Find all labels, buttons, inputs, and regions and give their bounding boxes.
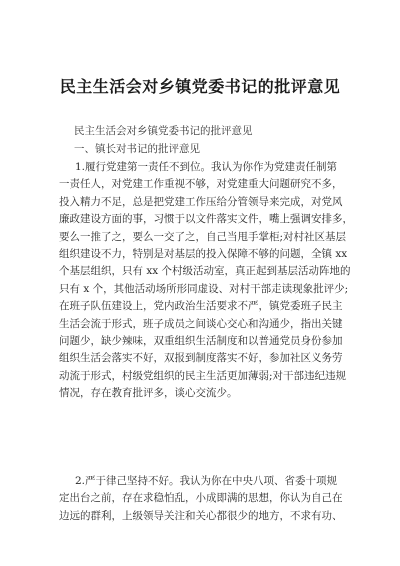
paragraph-line: 定出台之前，存在求稳怕乱，小成即满的思想，你认为自己在 [59,492,343,505]
document-subtitle: 民主生活会对乡镇党委书记的批评意见 [74,125,253,137]
paragraph-line: 2.严于律己坚持不好。我认为你在中央八项、省委十项规 [75,475,338,487]
paragraph-line: 问题少，缺少辣味，双重组织生活制度和以普通党员身份参加 [59,335,343,348]
paragraph-line: 动流于形式，村级党组织的民主生活更加薄弱;对干部违纪违规 [59,369,347,382]
section-heading: 一、镇长对书记的批评意见 [74,143,200,155]
paragraph-line: 个基层组织，只有 xx 个村级活动室，真正起到基层活动阵地的 [59,265,351,278]
paragraph-line: 组织建设不力，特别是对基层的投入保障不够的问题，全镇 xx [59,248,348,261]
paragraph-line: 边远的群利，上级领导关注和关心都很少的地方，不求有功、 [59,509,343,522]
paragraph-line: 组织生活会落实不好，双报到制度落实不好，参加社区义务劳 [59,352,343,365]
paragraph-2 [59,473,359,525]
paragraph-1 [59,159,359,403]
paragraph-line: 情况，存在教育批评多，谈心交流少。 [59,387,238,400]
paragraph-line: 投入精力不足，总是把党建工作压给分管领导来完成，对党风 [59,195,343,208]
paragraph-line: 生活会流于形式，班子成员之间谈心交心和沟通少，指出关键 [59,317,343,330]
paragraph-line: 1.履行党建第一责任不到位。我认为你作为党建责任制第 [75,161,338,173]
paragraph-line: 廉政建设方面的事，习惯于以文件落实文件，嘴上强调安排多， [59,213,353,226]
paragraph-line: 在班子队伍建设上，党内政治生活要求不严，镇党委班子民主 [59,300,343,313]
paragraph-line: 一责任人，对党建工作重视不够，对党建重大问题研究不多， [59,178,343,191]
document-title: 民主生活会对乡镇党委书记的批评意见 [59,77,341,96]
paragraph-line: 只有 x 个，其他活动场所形同虚设、对村干部走读现象批评少; [59,282,349,295]
paragraph-line: 要么一推了之，要么一交了之，自己当甩手掌柜;对村社区基层 [59,230,347,243]
